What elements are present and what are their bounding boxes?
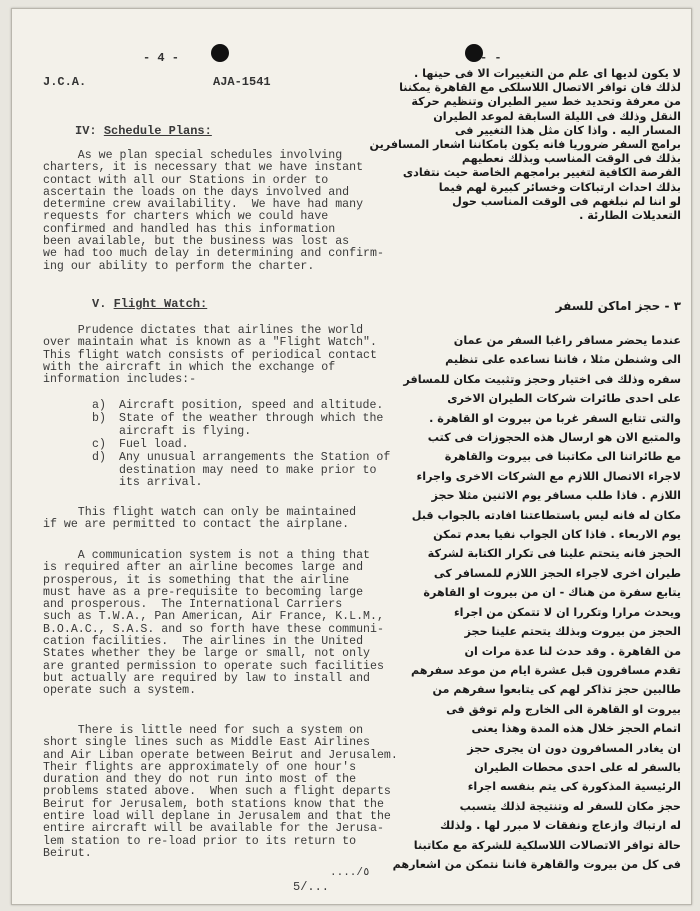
list-item-text: Aircraft position, speed and altitude. <box>119 399 384 412</box>
text-line: information includes:- <box>43 373 197 387</box>
section-iv-heading <box>75 125 212 137</box>
text-line: States whether they be large or small, not only <box>43 647 370 661</box>
text-line: cation facilities. The airlines in the United <box>43 635 364 649</box>
arabic-paragraph-main <box>393 331 681 874</box>
flight-watch-intro <box>43 325 377 386</box>
text-line: is required after an airline becomes large and <box>43 561 364 575</box>
arabic-text-line: اتمام الحجز خلال هذه المدة وهذا يعنى <box>471 722 681 736</box>
list-item-text: Fuel load. <box>119 437 189 451</box>
punch-hole <box>211 44 229 62</box>
communication-paragraph <box>43 550 384 698</box>
arabic-text-line: الى وشنطن مثلا ، فاننا نساعده على تنظيم <box>445 353 681 367</box>
arabic-text-line: لو اننا لم نبلغهم فى الوقت المناسب حول <box>452 194 681 208</box>
list-item-text: destination may need to make prior to <box>119 463 377 477</box>
reference-middle: AJA-1541 <box>213 75 271 89</box>
arabic-text-line: النقل وذلك فى الليلة السابقة لموعد الطيران <box>433 109 681 123</box>
arabic-text-line: فى كل من بيروت والقاهرة فاننا نتمكن من اشعارهم <box>392 857 681 871</box>
continued-marker: 5/... <box>293 880 330 894</box>
section-number: V. <box>92 297 107 311</box>
text-line: determine crew availability. We have had many <box>43 198 364 212</box>
arabic-section-heading: ٣ - حجز اماكن للسفر <box>555 299 681 313</box>
section-title: Schedule Plans: <box>103 124 212 138</box>
text-line: A communication system is not a thing that <box>43 549 370 562</box>
arabic-text-line: ويحدث مرارا وتكررا ان لا تتمكن من اجراء <box>453 605 681 619</box>
text-line: As we plan special schedules involving <box>43 149 343 162</box>
list-item-label: c) <box>92 437 106 451</box>
section-title: Flight Watch: <box>113 297 208 311</box>
text-line: we had too much delay in determining and confirm- <box>43 247 384 261</box>
list-item-text: State of the weather through which the <box>119 412 384 426</box>
text-line: must have as a pre-requisite to becoming large <box>43 585 364 599</box>
arabic-text-line: مكان له فانه ليس باستطاعتنا افادته بالجواب قبل <box>411 508 681 522</box>
page-number: - 4 - <box>143 51 180 65</box>
text-line: There is little need for such a system on <box>43 724 364 737</box>
text-line: ascertain the loads on the days involved and <box>43 185 350 199</box>
arabic-text-line: الحجز من بيروت وبذلك يتحتم علينا حجز <box>464 625 681 639</box>
text-line: Beirut for Jerusalem, both stations know that the <box>43 797 384 811</box>
list-item-label: d) <box>92 451 106 465</box>
arabic-text-line: سفره وذلك فى اختيار وحجز وتثبيت مكان للمسافر <box>403 372 681 386</box>
document-page <box>11 8 692 905</box>
text-line: and Air Liban operate between Beirut and Jerusalem. <box>43 748 398 762</box>
arabic-text-line: تقدم مسافرون قبل عشرة ايام من موعد سفرهم <box>411 663 681 677</box>
text-line: entire aircraft will be available for the Jerusa- <box>43 822 384 836</box>
text-line: with the aircraft in which the exchange of <box>43 360 336 374</box>
text-line: are granted permission to operate such facilities <box>43 659 384 673</box>
text-line: if we are permitted to contact the airplane. <box>43 518 350 532</box>
arabic-text-line: التعديلات الطارئة . <box>579 209 681 223</box>
text-line: Their flights are approximately of one hour's <box>43 760 357 774</box>
arabic-text-line: ان يغادر المسافرون دون ان يجرى حجز <box>467 741 681 755</box>
text-line: such as T.W.A., Pan American, Air France, K.L.M., <box>43 610 384 624</box>
text-line: and prosperous. The International Carriers <box>43 598 343 612</box>
text-line: problems stated above. When such a flight departs <box>43 785 391 799</box>
text-line: This flight watch can only be maintained <box>43 506 357 519</box>
arabic-text-line: من معرفة وتحديد خط سير الطيران وتنظيم حركة <box>411 95 681 109</box>
short-lines-paragraph <box>43 725 398 860</box>
text-line: short single lines such as Middle East Airlines <box>43 736 370 750</box>
text-line: requests for charters which we could have <box>43 210 329 224</box>
list-item-text: its arrival. <box>119 475 203 489</box>
arabic-text-line: حالة توافر الاتصالات اللاسلكية للشركة مع مكاتبنا <box>413 838 681 852</box>
arabic-text-line: مع طائراتنا الى مكاتبنا فى بيروت والقاهرة <box>444 450 681 464</box>
text-line: duration and they do not run into most of the <box>43 773 357 787</box>
arabic-text-line: عندما يحضر مسافر راغبا السفر من عمان <box>453 334 681 347</box>
arabic-text-line: بيروت او القاهرة الى الخارج ولم توفق فى <box>446 702 681 716</box>
text-line: prosperous, it is something that the airline <box>43 573 350 587</box>
arabic-text-line: بذلك فى الوقت المناسب وبذلك نعطيهم <box>461 152 681 166</box>
arabic-text-line: بذلك احداث ارتباكات وخسائر كبيرة لهم فيما <box>438 180 681 194</box>
arabic-text-line: المسار اليه . واذا كان مثل هذا التغيير فى <box>454 123 681 137</box>
arabic-text-line: لذلك فان توافر الاتصال اللاسلكى مع القاهرة يمكننا <box>399 81 681 95</box>
text-line: lem station to re-load prior to its return to <box>43 834 357 848</box>
list-item-text: Any unusual arrangements the Station of <box>119 451 391 465</box>
text-line: operate such a system. <box>43 684 197 698</box>
arabic-text-line: والتى تتابع السفر غربا من بيروت او القاهرة . <box>429 411 681 425</box>
section-number: IV: <box>75 124 97 138</box>
text-line: This flight watch consists of periodical contact <box>43 348 377 362</box>
arabic-text-line: الحجز فانه يتحتم علينا فى تكرار الكتابة لشركة <box>427 547 681 561</box>
section-v-heading <box>92 298 207 310</box>
arabic-text-line: برامج السفر ضروريا فانه يكون بامكاننا اشعار المسافرين <box>369 138 681 152</box>
arabic-text-line: حجز مكان للسفر له وتنتيجة لذلك يتسبب <box>459 799 681 813</box>
text-line: over maintain what is known as a "Flight Watch". <box>43 336 377 350</box>
arabic-text-line: له ارتباك وازعاج ونفقات لا مبرر لها . ولذلك <box>440 819 681 833</box>
text-line: been available, but the business was lost as <box>43 235 350 249</box>
list-item-text: aircraft is flying. <box>119 424 252 438</box>
arabic-text-line: من القاهرة . وقد حدث لنا عدة مرات ان <box>464 644 681 658</box>
flight-watch-paragraph <box>43 507 356 532</box>
arabic-text-line: لا يكون لديها اى علم من التغييرات الا فى حينها . <box>414 67 681 80</box>
arabic-text-line: بالسفر له على احدى محطات الطيران <box>474 760 681 774</box>
arabic-paragraph-top <box>370 67 682 223</box>
text-line: ing our ability to perform the charter. <box>43 259 315 273</box>
text-line: entire load will deplane in Jerusalem and that the <box>43 810 391 824</box>
arabic-text-line: اللازم . فاذا طلب مسافر يوم الاثنين مثلا حجز <box>431 489 681 503</box>
text-line: charters, it is necessary that we have instant <box>43 161 364 175</box>
list-item-label: b) <box>92 412 106 426</box>
arabic-text-line: لاجراء الاتصال اللازم مع الشركات الاخرى واجراء <box>416 469 681 483</box>
arabic-text-line: الرئيسية المذكورة كى يتم بنفسه اجراء <box>467 780 681 794</box>
header-dash: - - <box>480 51 502 65</box>
arabic-text-line: طيران اخرى لاجراء الحجز اللازم للمسافر كى <box>433 566 681 580</box>
arabic-text-line: يوم الاربعاء . فاذا كان الجواب نفيا بعدم تمكن <box>433 528 681 542</box>
text-line: confirmed and handled has this information <box>43 222 336 236</box>
text-line: contact with all our Stations in order to <box>43 173 329 187</box>
text-line: Beirut. <box>43 846 92 860</box>
list-item-label: a) <box>92 399 106 412</box>
section-iv-paragraph <box>43 150 384 273</box>
text-line: but actually are required by law to install and <box>43 671 370 685</box>
text-line: Prudence dictates that airlines the world <box>43 324 364 337</box>
reference-left: J.C.A. <box>43 75 87 89</box>
arabic-text-line: طالبين حجز تذاكر لهم كى يتابعوا سفرهم من <box>432 683 681 697</box>
arabic-text-line: على احدى طائرات شركات الطيران الاخرى <box>447 392 681 406</box>
text-line: B.O.A.C., S.A.S. and so forth have these communi- <box>43 622 384 636</box>
arabic-continued-marker: ..../٥ <box>330 867 370 879</box>
arabic-text-line: يتابع سفرة من هناك - ان من بيروت او القاهرة <box>423 586 681 600</box>
arabic-text-line: والمتبع الان هو ارسال هذه الحجوزات فى كتب <box>427 431 681 445</box>
arabic-text-line: الفرصة الكافية لتغيير برامجهم الخاصة حيث نتفادى <box>402 166 681 180</box>
